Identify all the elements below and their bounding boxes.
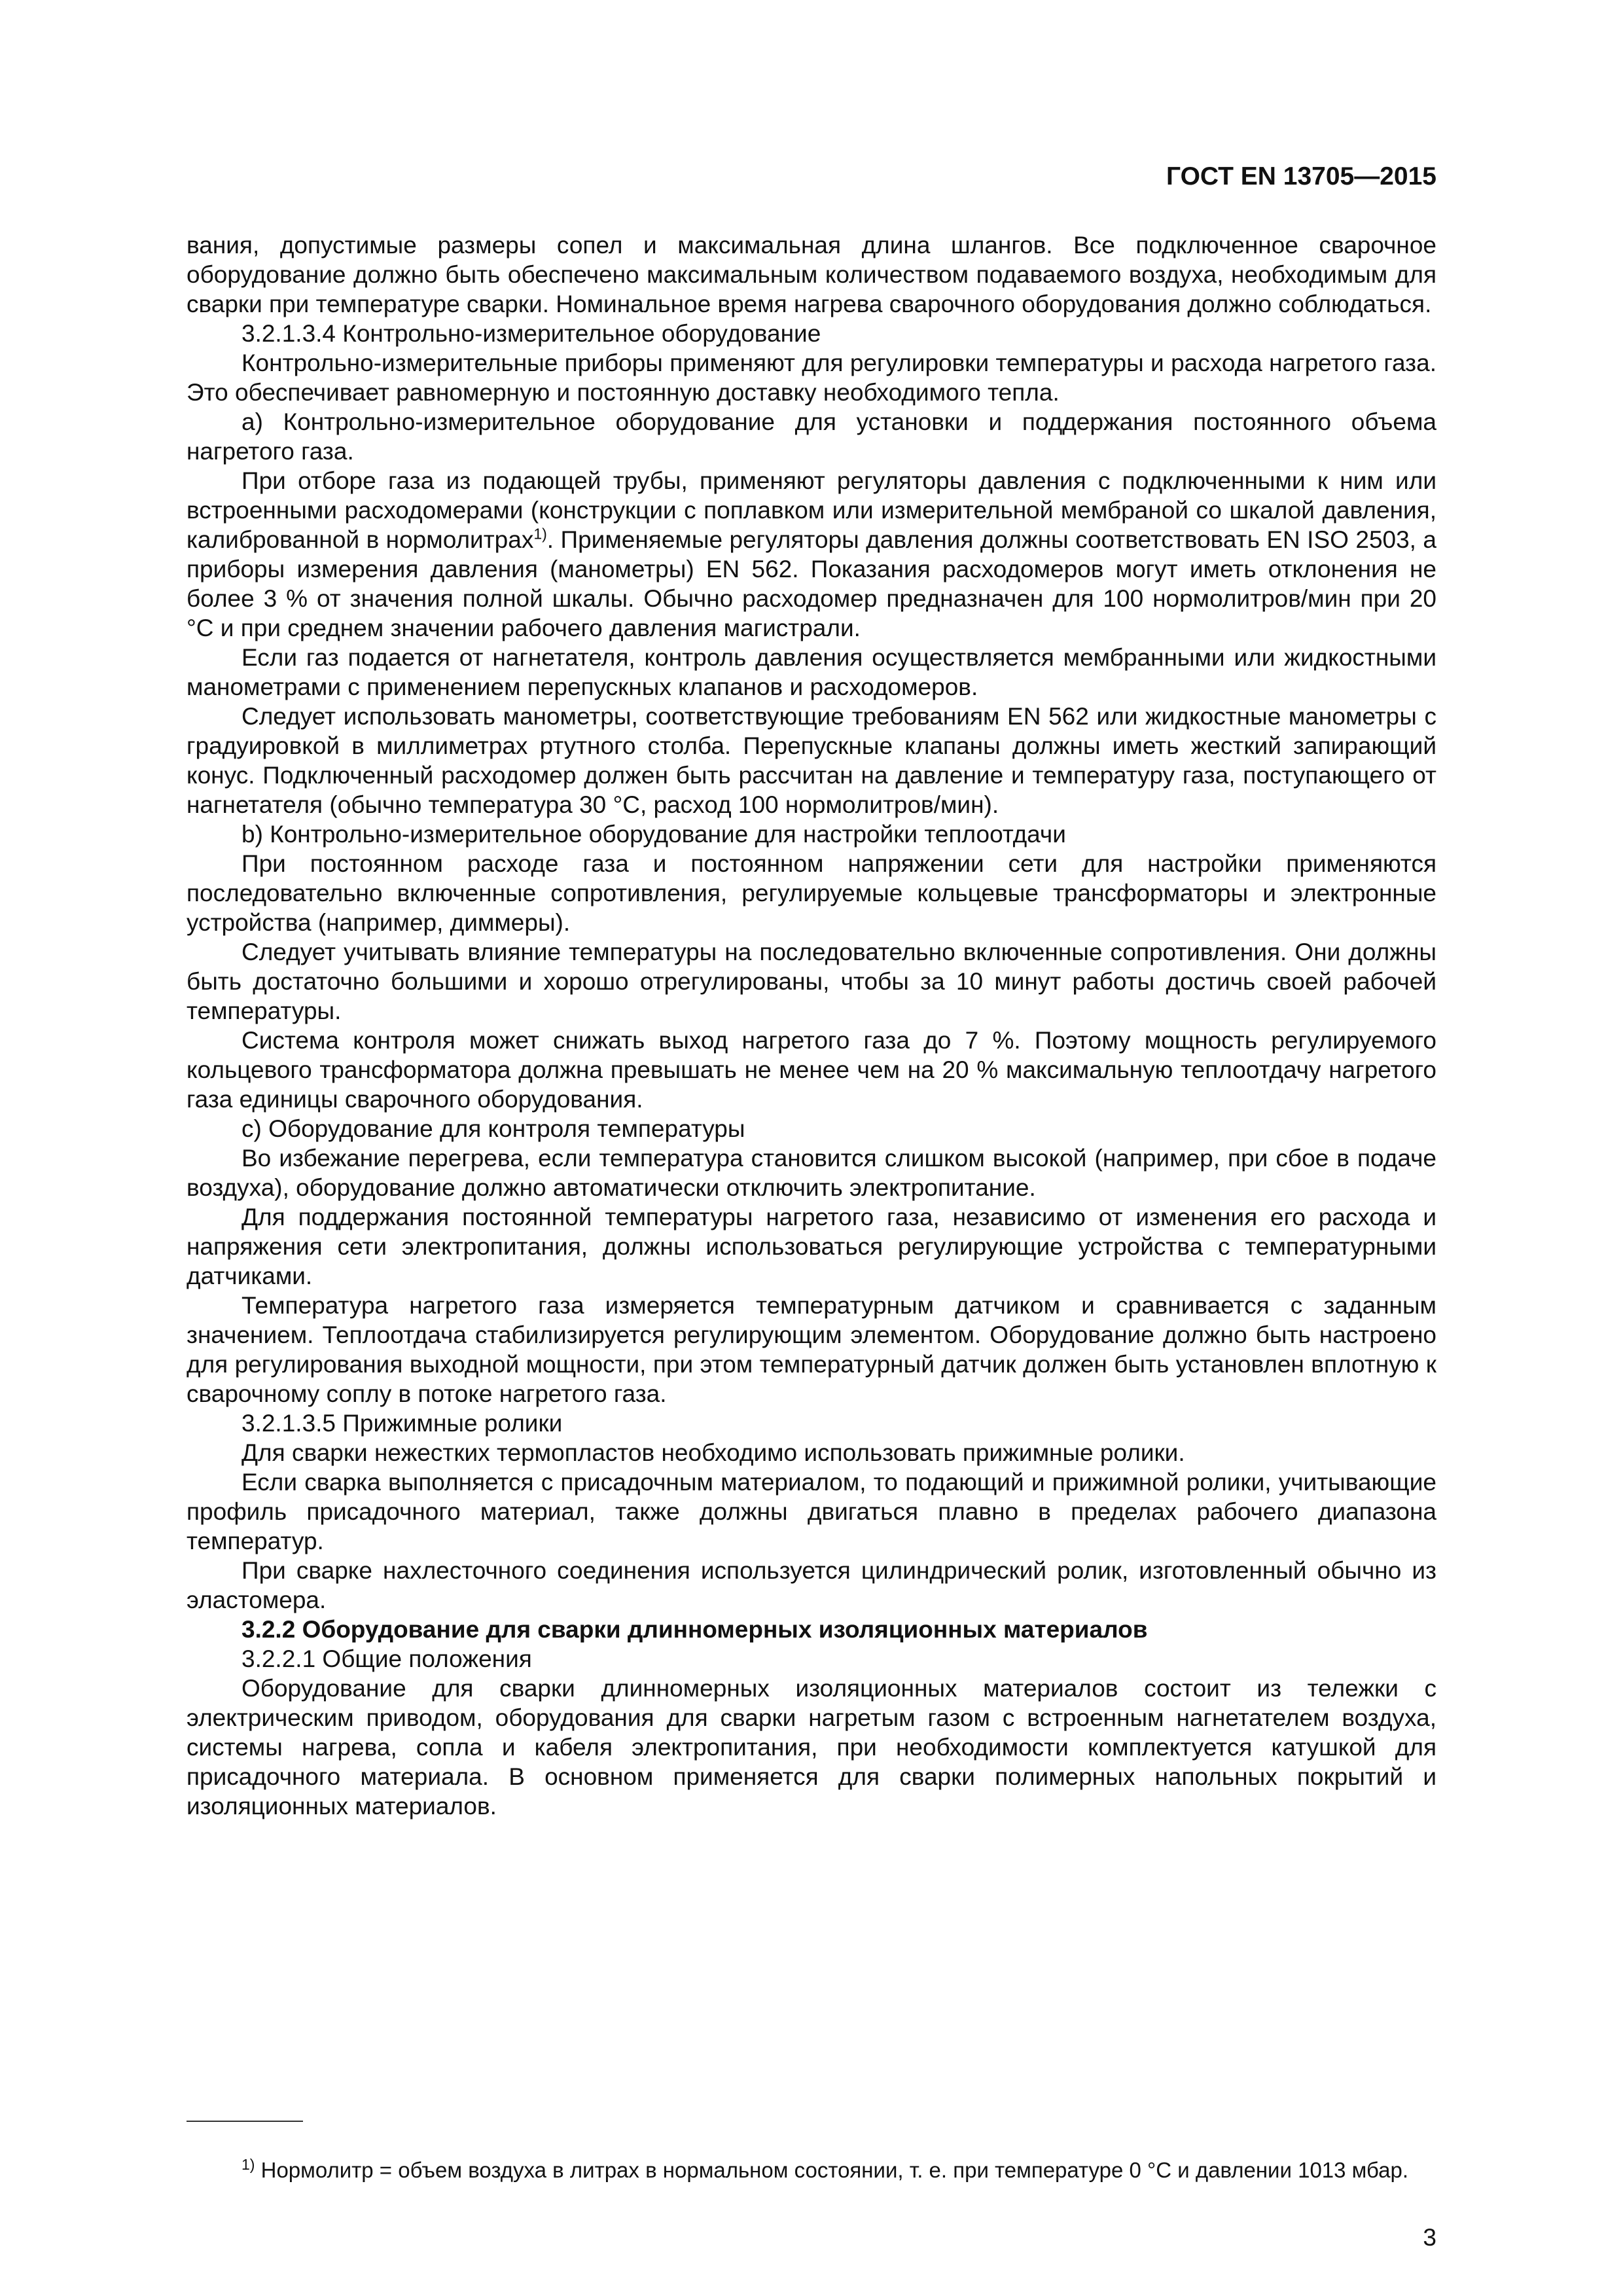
paragraph: Для сварки нежестких термопластов необходимо использовать прижимные ролики. (241, 1439, 1185, 1466)
footnote-text: Нормолитр = объем воздуха в литрах в нормальном состоянии, т. е. при температуре 0 °С и давлении 1013 мбар. (255, 2158, 1409, 2182)
paragraph-text: . Применяемые регуляторы давления должны соответствовать EN ISO 2503, а приборы измерения давления (манометры) EN 562. Показания расходомеров могут иметь отклонения не более 3 % от значения полной шкалы. Обычно расходомер предназначен для 100 нормолитров/мин при 20 °C и при среднем значении рабочего давления магистрали. (187, 526, 1436, 641)
paragraph: Температура нагретого газа измеряется температурным датчиком и сравнивается с заданным значением. Теплоотдача стабилизируется регулирующим элементом. Оборудование должно быть настроено для регулирования выходной мощности, при этом температурный датчик должен быть установлен вплотную к сварочному соплу в потоке нагретого газа. (187, 1292, 1436, 1407)
footnote-marker: 1) (241, 2156, 255, 2173)
section-heading-3-2-1-3-4: 3.2.1.3.4 Контрольно-измерительное оборудование (241, 320, 821, 347)
paragraph: Во избежание перегрева, если температура становится слишком высокой (например, при сбое в подаче воздуха), оборудование должно автоматически отключить электропитание. (187, 1145, 1436, 1201)
paragraph: Оборудование для сварки длинномерных изоляционных материалов состоит из тележки с электрическим приводом, оборудования для сварки нагретым газом с встроенным нагнетателем воздуха, системы нагрева, сопла и кабеля электропитания, при необходимости комплектуется катушкой для присадочного материала. В основном применяется для сварки полимерных напольных покрытий и изоляционных материалов. (187, 1675, 1436, 1820)
document-header: ГОСТ EN 13705—2015 (1166, 162, 1436, 190)
paragraph: Следует учитывать влияние температуры на последовательно включенные сопротивления. Они должны быть достаточно большими и хорошо отрегулированы, чтобы за 10 минут работы достичь своей рабочей температуры. (187, 939, 1436, 1024)
paragraph: При постоянном расходе газа и постоянном напряжении сети для настройки применяются последовательно включенные сопротивления, регулируемые кольцевые трансформаторы и электронные устройства (например, диммеры). (187, 850, 1436, 936)
list-item-a: а) Контрольно-измерительное оборудование для установки и поддержания постоянного объема нагретого газа. (187, 408, 1436, 465)
paragraph: Контрольно-измерительные приборы применяют для регулировки температуры и расхода нагретого газа. Это обеспечивает равномерную и постоянную доставку необходимого тепла. (187, 350, 1436, 406)
footnote-separator (187, 2121, 303, 2122)
page-body (187, 230, 1436, 1821)
paragraph-text: При отборе газа из подающей трубы, применяют регуляторы давления с подключенными к ним или встроенными расходомерами (конструкции с поплавком или измерительной мембраной со шкалой давления, калиброванной в нормолитрах (187, 467, 1436, 553)
section-heading-3-2-2-1: 3.2.2.1 Общие положения (241, 1645, 532, 1672)
page-number: 3 (1423, 2224, 1436, 2251)
paragraph-with-footnote-ref (187, 466, 1436, 643)
paragraph: Система контроля может снижать выход нагретого газа до 7 %. Поэтому мощность регулируемого кольцевого трансформатора должна превышать не менее чем на 20 % максимальную теплоотдачу нагретого газа единицы сварочного оборудования. (187, 1027, 1436, 1113)
paragraph: Если сварка выполняется с присадочным материалом, то подающий и прижимной ролики, учитывающие профиль присадочного материал, также должны двигаться плавно в пределах рабочего диапазона температур. (187, 1469, 1436, 1554)
paragraph: При сварке нахлесточного соединения используется цилиндрический ролик, изготовленный обычно из эластомера. (187, 1557, 1436, 1613)
footnote (187, 2157, 1436, 2183)
paragraph: Если газ подается от нагнетателя, контроль давления осуществляется мембранными или жидкостными манометрами с применением перепускных клапанов и расходомеров. (187, 644, 1436, 700)
paragraph: Для поддержания постоянной температуры нагретого газа, независимо от изменения его расхода и напряжения сети электропитания, должны использоваться регулирующие устройства с температурными датчиками. (187, 1204, 1436, 1289)
list-item-b: b) Контрольно-измерительное оборудование для настройки теплоотдачи (241, 821, 1066, 848)
list-item-c: с) Оборудование для контроля температуры (241, 1115, 745, 1142)
footnote-reference[interactable]: 1) (533, 525, 547, 543)
paragraph: Следует использовать манометры, соответствующие требованиям EN 562 или жидкостные манометры с градуировкой в миллиметрах ртутного столба. Перепускные клапаны должны иметь жесткий запирающий конус. Подключенный расходомер должен быть рассчитан на давление и температуру газа, поступающего от нагнетателя (обычно температура 30 °C, расход 100 нормолитров/мин). (187, 703, 1436, 818)
paragraph-continuation: вания, допустимые размеры сопел и максимальная длина шлангов. Все подключенное сварочное оборудование должно быть обеспечено максимальным количеством подаваемого воздуха, необходимым для сварки при температуре сварки. Номинальное время нагрева сварочного оборудования должно соблюдаться. (187, 232, 1436, 317)
section-heading-3-2-1-3-5: 3.2.1.3.5 Прижимные ролики (241, 1410, 563, 1437)
section-heading-3-2-2: 3.2.2 Оборудование для сварки длинномерных изоляционных материалов (241, 1616, 1148, 1643)
